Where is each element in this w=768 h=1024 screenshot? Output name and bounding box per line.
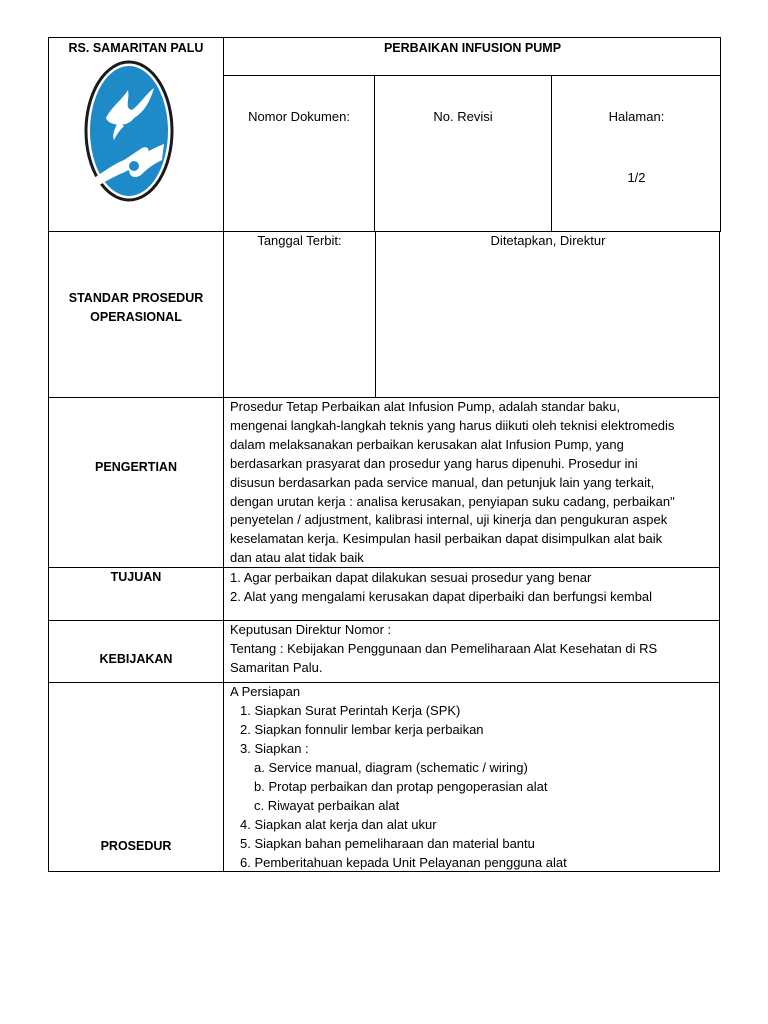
pengertian-label: PENGERTIAN [95,460,177,474]
pengertian-divider [223,397,224,568]
prosedur-item: 6. Pemberitahuan kepada Unit Pelayanan pengguna alat [240,855,567,870]
tujuan-label: TUJUAN [110,570,162,584]
sop-divider-right [375,231,376,398]
pengertian-line: dengan urutan kerja : analisa kerusakan, penyiapan suku cadang, perbaikan" [230,493,675,509]
tujuan-divider [223,567,224,621]
prosedur-item: 5. Siapkan bahan pemeliharaan dan material bantu [240,836,535,851]
revision-label: No. Revisi [433,109,493,124]
pengertian-line: mengenai langkah-langkah teknis yang harus diikuti oleh teknisi elektromedis [230,417,675,433]
kebijakan-divider [223,620,224,683]
pengertian-line: disusun berdasarkan pada service manual, dan petunjuk lain yang terkait, [230,474,655,490]
pengertian-line: penyetelan / adjustment, kalibrasi internal, uji kinerja dan pengukuran aspek [230,512,668,528]
kebijakan-line: Samaritan Palu. [230,660,323,675]
tujuan-line: 1. Agar perbaikan dapat dilakukan sesuai prosedur yang benar [230,570,592,585]
doc-number-label: Nomor Dokumen: [248,109,350,124]
prosedur-item: 4. Siapkan alat kerja dan alat ukur [240,817,437,832]
header-col-divider-1 [374,75,375,232]
prosedur-divider [223,682,224,872]
pengertian-line: Prosedur Tetap Perbaikan alat Infusion Pump, adalah standar baku, [230,399,621,414]
prosedur-item: 3. Siapkan : [240,741,309,756]
sop-label-line-1: STANDAR PROSEDUR [68,291,204,305]
page-value: 1/2 [627,170,646,185]
prosedur-label: PROSEDUR [100,839,172,853]
kebijakan-label: KEBIJAKAN [99,652,173,666]
prosedur-item: 1. Siapkan Surat Perintah Kerja (SPK) [240,703,461,718]
doc-title: PERBAIKAN INFUSION PUMP [383,41,562,55]
hospital-name: RS. SAMARITAN PALU [68,41,204,55]
prosedur-subitem: b. Protap perbaikan dan protap pengoperasian alat [254,779,548,794]
kebijakan-line: Keputusan Direktur Nomor : [230,622,392,637]
prosedur-subitem: c. Riwayat perbaikan alat [254,798,400,813]
pengertian-line: berdasarkan prasyarat dan prosedur yang harus dipenuhi. Prosedur ini [230,455,638,471]
pengertian-line: dan atau alat tidak baik [230,550,364,566]
page-label: Halaman: [608,109,665,124]
hospital-logo [84,60,174,202]
header-vertical-divider [223,37,224,232]
prosedur-item: 2. Siapkan fonnulir lembar kerja perbaikan [240,722,484,737]
approved-label: Ditetapkan, Direktur [490,233,606,248]
tujuan-line: 2. Alat yang mengalami kerusakan dapat diperbaiki dan berfungsi kembal [230,589,653,604]
kebijakan-line: Tentang : Kebijakan Penggunaan dan Pemeliharaan Alat Kesehatan di RS [230,641,658,656]
pengertian-line: keselamatan kerja. Kesimpulan hasil perbaikan dapat disimpulkan alat baik [230,531,663,547]
issue-date-label: Tanggal Terbit: [257,233,342,248]
sop-label-line-2: OPERASIONAL [90,310,182,324]
prosedur-section-title: A Persiapan [230,684,301,699]
pengertian-line: dalam melaksanakan perbaikan kerusakan alat Infusion Pump, yang [230,436,624,452]
prosedur-subitem: a. Service manual, diagram (schematic / wiring) [254,760,528,775]
header-col-divider-2 [551,75,552,232]
sop-divider-left [223,231,224,398]
header-title-divider [223,75,721,76]
